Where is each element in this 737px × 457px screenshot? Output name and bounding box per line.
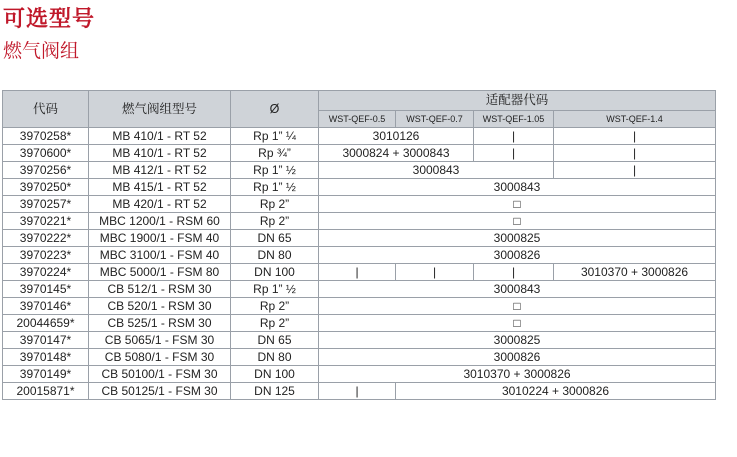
cell-code: 20015871* [3, 383, 89, 400]
cell-valve: CB 5080/1 - FSM 30 [89, 349, 231, 366]
cell-adapter: | [319, 264, 396, 281]
table-row [3, 366, 716, 383]
cell-code: 3970145* [3, 281, 89, 298]
cell-size: Rp 1” ½ [231, 179, 319, 196]
cell-adapter: □ [319, 315, 716, 332]
cell-size: DN 100 [231, 366, 319, 383]
header-adapter-1-4: WST-QEF-1.4 [554, 111, 716, 128]
header-adapter-0-5: WST-QEF-0.5 [319, 111, 396, 128]
cell-size: Rp ¾” [231, 145, 319, 162]
table-row [3, 264, 716, 281]
cell-adapter: 3000843 [319, 162, 554, 179]
cell-adapter: 3000824 + 3000843 [319, 145, 474, 162]
table-row [3, 298, 716, 315]
cell-adapter: 3000843 [319, 179, 716, 196]
cell-adapter: 3010224 + 3000826 [396, 383, 716, 400]
cell-valve: MBC 3100/1 - FSM 40 [89, 247, 231, 264]
cell-size: Rp 2” [231, 298, 319, 315]
cell-adapter: | [474, 145, 554, 162]
cell-code: 3970149* [3, 366, 89, 383]
cell-adapter: □ [319, 213, 716, 230]
cell-code: 3970600* [3, 145, 89, 162]
cell-code: 3970223* [3, 247, 89, 264]
header-adapter-code: 适配器代码 [319, 91, 716, 111]
table-row [3, 281, 716, 298]
cell-code: 3970146* [3, 298, 89, 315]
table-row [3, 332, 716, 349]
table-row [3, 383, 716, 400]
model-table [2, 90, 716, 400]
cell-adapter: 3000825 [319, 230, 716, 247]
cell-valve: MB 420/1 - RT 52 [89, 196, 231, 213]
cell-size: DN 65 [231, 332, 319, 349]
cell-adapter: 3010370 + 3000826 [319, 366, 716, 383]
header-diameter: Ø [231, 91, 319, 128]
cell-valve: MBC 5000/1 - FSM 80 [89, 264, 231, 281]
page-title: 可选型号 [3, 7, 96, 32]
cell-size: DN 80 [231, 247, 319, 264]
cell-valve: MB 410/1 - RT 52 [89, 145, 231, 162]
table-row [3, 145, 716, 162]
cell-valve: CB 5065/1 - FSM 30 [89, 332, 231, 349]
cell-adapter: 3000825 [319, 332, 716, 349]
cell-code: 20044659* [3, 315, 89, 332]
cell-size: DN 65 [231, 230, 319, 247]
cell-size: DN 80 [231, 349, 319, 366]
cell-valve: MB 410/1 - RT 52 [89, 128, 231, 145]
cell-adapter: □ [319, 298, 716, 315]
cell-size: Rp 2” [231, 213, 319, 230]
cell-valve: MBC 1200/1 - RSM 60 [89, 213, 231, 230]
cell-adapter: 3010370 + 3000826 [554, 264, 716, 281]
cell-valve: MB 412/1 - RT 52 [89, 162, 231, 179]
cell-size: DN 125 [231, 383, 319, 400]
cell-size: Rp 2” [231, 315, 319, 332]
cell-adapter: □ [319, 196, 716, 213]
cell-valve: CB 50125/1 - FSM 30 [89, 383, 231, 400]
cell-code: 3970258* [3, 128, 89, 145]
cell-code: 3970257* [3, 196, 89, 213]
cell-valve: CB 512/1 - RSM 30 [89, 281, 231, 298]
cell-code: 3970222* [3, 230, 89, 247]
cell-code: 3970224* [3, 264, 89, 281]
cell-valve: CB 520/1 - RSM 30 [89, 298, 231, 315]
header-code: 代码 [3, 91, 89, 128]
header-adapter-0-7: WST-QEF-0.7 [396, 111, 474, 128]
cell-adapter: 3010126 [319, 128, 474, 145]
header-adapter-1-05: WST-QEF-1.05 [474, 111, 554, 128]
cell-size: Rp 1” ½ [231, 162, 319, 179]
cell-adapter: | [396, 264, 474, 281]
cell-valve: MB 415/1 - RT 52 [89, 179, 231, 196]
cell-adapter: | [319, 383, 396, 400]
cell-code: 3970148* [3, 349, 89, 366]
header-valve-model: 燃气阀组型号 [89, 91, 231, 128]
cell-adapter: | [554, 145, 716, 162]
table-row [3, 196, 716, 213]
table-row [3, 179, 716, 196]
cell-valve: MBC 1900/1 - FSM 40 [89, 230, 231, 247]
cell-adapter: | [474, 128, 554, 145]
cell-code: 3970256* [3, 162, 89, 179]
cell-code: 3970250* [3, 179, 89, 196]
table-row [3, 230, 716, 247]
cell-adapter: 3000826 [319, 349, 716, 366]
cell-code: 3970221* [3, 213, 89, 230]
cell-valve: CB 50100/1 - FSM 30 [89, 366, 231, 383]
cell-adapter: 3000826 [319, 247, 716, 264]
cell-adapter: 3000843 [319, 281, 716, 298]
cell-size: DN 100 [231, 264, 319, 281]
cell-size: Rp 2” [231, 196, 319, 213]
cell-adapter: | [474, 264, 554, 281]
cell-valve: CB 525/1 - RSM 30 [89, 315, 231, 332]
cell-size: Rp 1” ¼ [231, 128, 319, 145]
cell-code: 3970147* [3, 332, 89, 349]
table-row [3, 128, 716, 145]
page-subtitle: 燃气阀组 [3, 40, 80, 62]
cell-adapter: | [554, 162, 716, 179]
cell-size: Rp 1” ½ [231, 281, 319, 298]
table-row [3, 349, 716, 366]
cell-adapter: | [554, 128, 716, 145]
table-row [3, 315, 716, 332]
table-row [3, 247, 716, 264]
table-row [3, 162, 716, 179]
table-row [3, 213, 716, 230]
